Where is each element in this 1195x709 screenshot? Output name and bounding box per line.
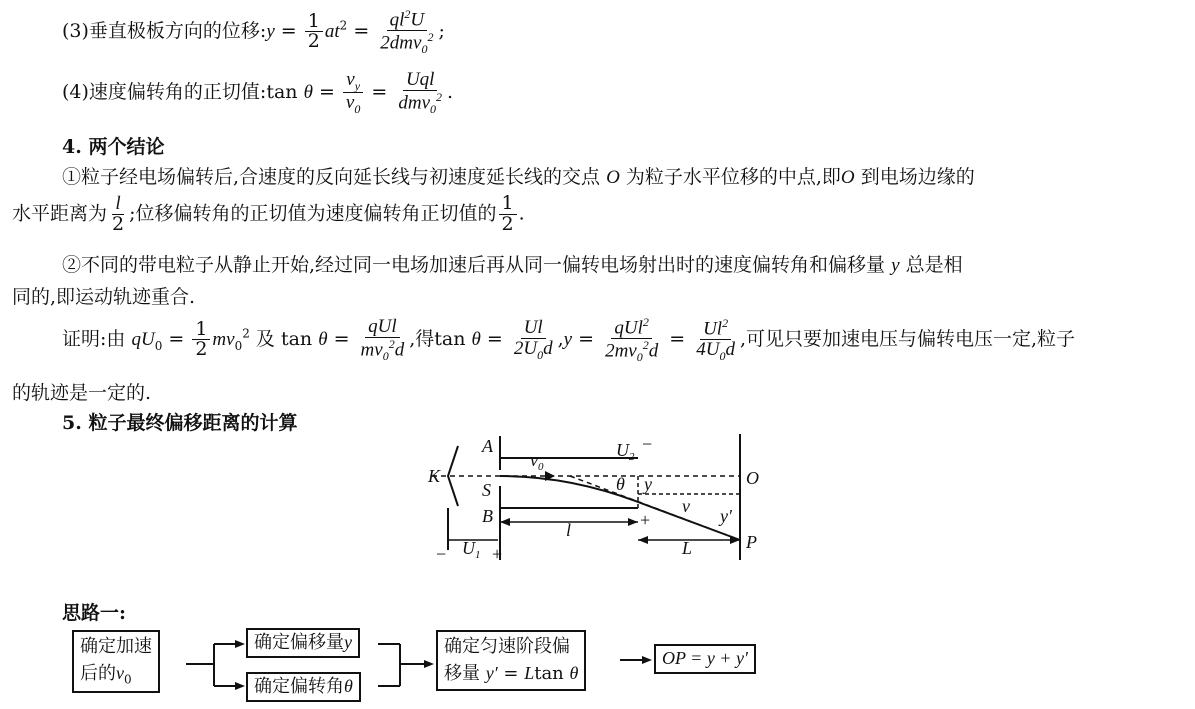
label-L: L bbox=[682, 538, 693, 558]
sign-top-minus: − bbox=[642, 434, 653, 454]
flow-box-5: OP = y + y′ bbox=[654, 644, 756, 674]
label-u1: $U_1$ bbox=[462, 538, 481, 561]
label-a: A bbox=[482, 436, 493, 456]
flow-box-4: 确定匀速阶段偏 移量 y′ = Ltan θ bbox=[436, 630, 586, 691]
line-3: (3)垂直极板方向的位移:y = $\frac{1}{2}$ $at^2$ = $\frac{ql^2U}{2dmv_0^2}$ ; bbox=[62, 7, 445, 57]
sign-u1-plus: + bbox=[492, 544, 503, 564]
label-v0: $v_0$ bbox=[530, 450, 544, 473]
idea-label: 思路一: bbox=[62, 602, 127, 624]
flow-box-3: 确定偏转角θ bbox=[246, 672, 361, 702]
proof-cont: 的轨迹是一定的. bbox=[12, 382, 152, 404]
label-l: l bbox=[566, 520, 572, 540]
label-u2: $U_2$ bbox=[616, 440, 635, 463]
label-b: B bbox=[482, 506, 493, 526]
proof: 证明:由 $qU_0$ = $\frac{1}{2}$ $mv_0^2$ 及 tan θ = $\frac{\text{qUl}}{mv_0^2d}$ ,得tan θ = $\frac{Ul}{2U_0d}$ ,y = $\frac{qUl^2}{2mv_0^2d}$ = $\frac{Ul^2}{4U_0d}$ ,可见只要加速电压与偏转电压一定,粒子 bbox=[62, 315, 1076, 365]
heading-4: 4. 两个结论 bbox=[62, 136, 165, 158]
label-y: y bbox=[644, 474, 652, 494]
label-yp: y′ bbox=[720, 506, 732, 526]
sign-bottom-plus: + bbox=[640, 510, 651, 530]
label-s: S bbox=[482, 480, 491, 500]
heading-5: 5. 粒子最终偏移距离的计算 bbox=[62, 412, 298, 434]
label-k: K bbox=[428, 466, 441, 486]
flow-box-1: 确定加速 后的$v_0$ bbox=[72, 630, 160, 693]
conclusion-1: ①粒子经电场偏转后,合速度的反向延长线与初速度延长线的交点 O 为粒子水平位移的中点,即O 到电场边缘的 bbox=[62, 166, 975, 188]
conclusion-2-cont: 同的,即运动轨迹重合. bbox=[12, 286, 196, 308]
conclusion-2: ②不同的带电粒子从静止开始,经过同一电场加速后再从同一偏转电场射出时的速度偏转角和偏移量 y 总是相 bbox=[62, 254, 963, 276]
label-theta: θ bbox=[616, 474, 625, 494]
sign-u1-minus: − bbox=[436, 544, 447, 564]
conclusion-1-cont: 水平距离为 $\frac{l}{2}$ ;位移偏转角的正切值为速度偏转角正切值的 $\frac{1}{2}$ . bbox=[12, 192, 525, 235]
line-4: (4)速度偏转角的正切值:tan θ = $\frac{v_y}{v_0}$ = $\frac{\text{Uql}}{dmv_0^2}$ . bbox=[62, 69, 454, 117]
flow-box-2: 确定偏移量y bbox=[246, 628, 360, 658]
label-p: P bbox=[746, 532, 757, 552]
label-o: O bbox=[746, 468, 759, 488]
label-v: v bbox=[682, 496, 690, 516]
